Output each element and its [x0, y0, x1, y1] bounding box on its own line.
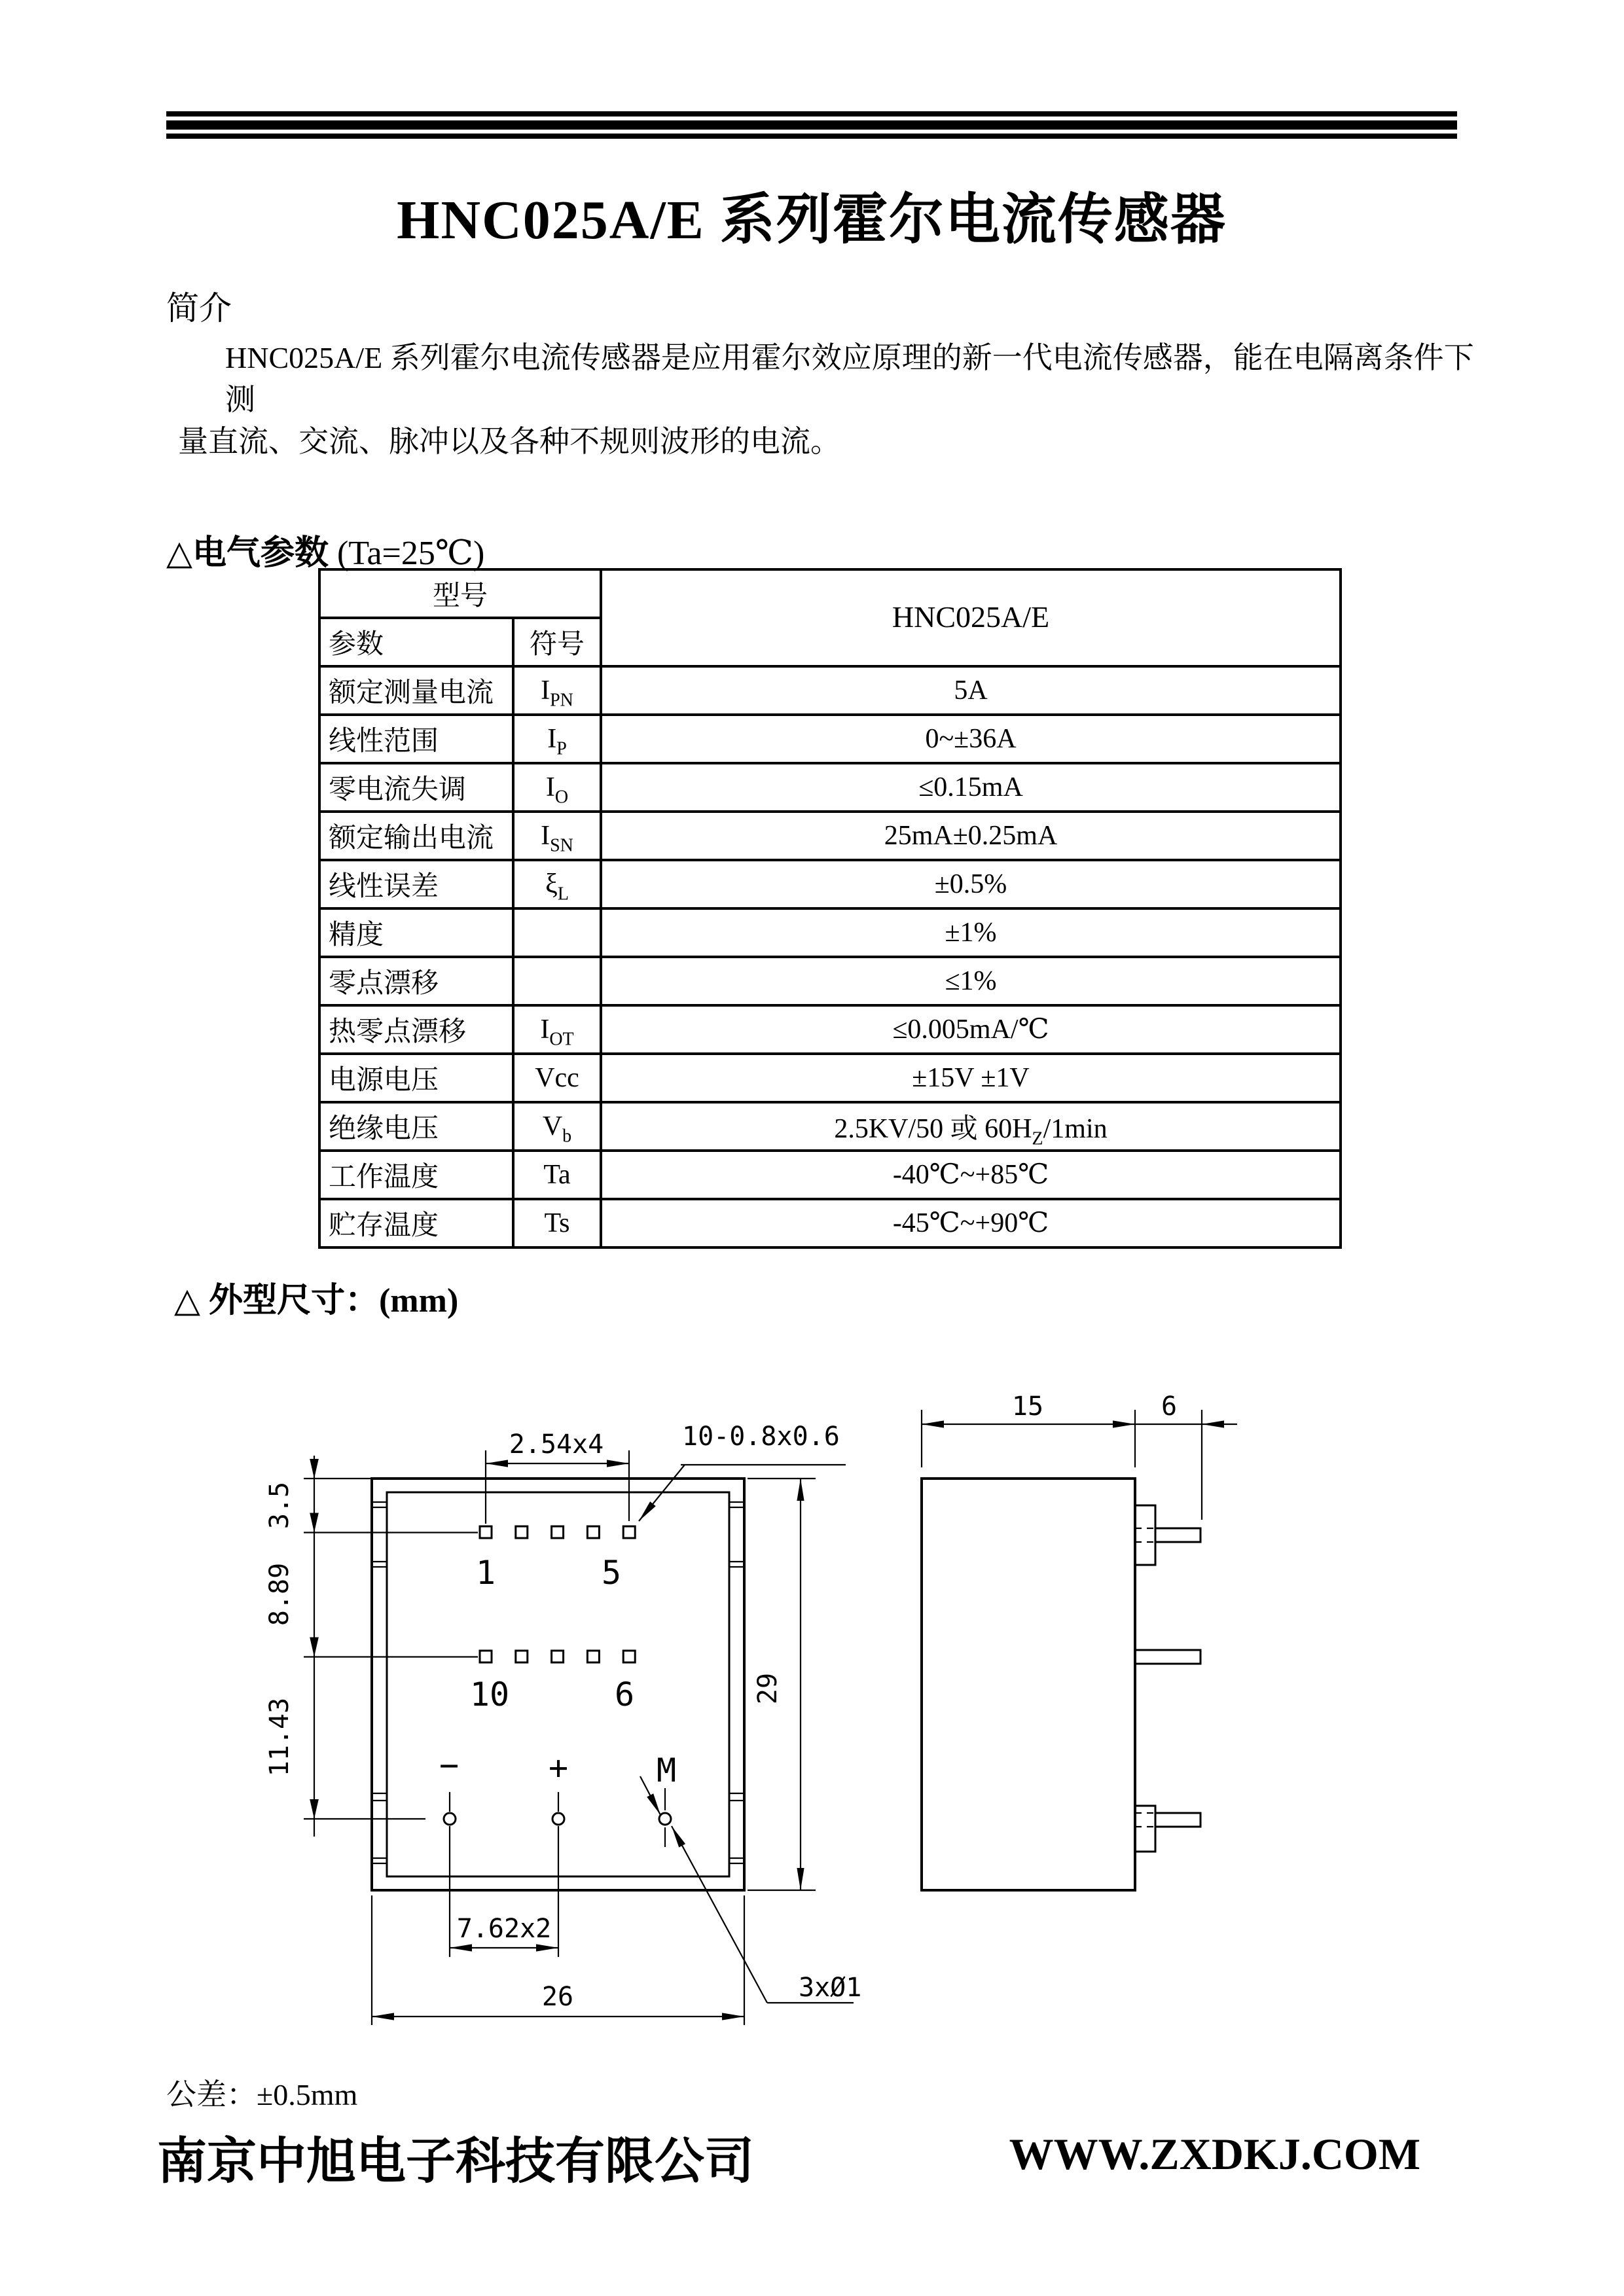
- param-value-cell: 0~±36A: [601, 715, 1341, 763]
- param-row: [319, 763, 1341, 812]
- param-value-cell: 25mA±0.25mA: [601, 812, 1341, 860]
- dim-pitch: 2.54x4: [509, 1429, 604, 1460]
- param-label-cell: 零电流失调: [319, 763, 513, 812]
- params-heading-text: △电气参数: [166, 534, 329, 572]
- dim-8_89: 8.89: [264, 1562, 295, 1626]
- param-label-cell: 热零点漂移: [319, 1005, 513, 1054]
- terminal-minus-label: −: [439, 1746, 460, 1784]
- param-row: [319, 1199, 1341, 1247]
- param-row: [319, 957, 1341, 1005]
- pin-label-5: 5: [601, 1554, 622, 1592]
- model-value: HNC025A/E: [601, 569, 1341, 666]
- param-value-cell: 5A: [601, 666, 1341, 715]
- param-value-cell: -45℃~+90℃: [601, 1199, 1341, 1247]
- intro-line-2: 量直流、交流、脉冲以及各种不规则波形的电流。: [178, 425, 840, 458]
- param-label-cell: 工作温度: [319, 1151, 513, 1199]
- dim-pitch2: 7.62x2: [456, 1914, 552, 1944]
- param-label-cell: 额定输出电流: [319, 812, 513, 860]
- param-symbol-cell: $I_{SN}$: [513, 812, 601, 860]
- dim-side-width: 15: [1011, 1391, 1044, 1422]
- param-label-cell: 绝缘电压: [319, 1102, 513, 1151]
- param-symbol-cell: $V_b$: [513, 1102, 601, 1151]
- front-dimensions: [264, 1422, 861, 2025]
- top-rule-1: [166, 111, 1457, 117]
- pin-label-1: 1: [475, 1554, 496, 1592]
- param-label-cell: 电源电压: [319, 1054, 513, 1102]
- corner-param-label: 参数: [319, 618, 513, 666]
- param-value-cell: 2.5KV/50 或 $60H_Z/1\min$: [601, 1102, 1341, 1151]
- param-label-cell: 线性误差: [319, 860, 513, 908]
- corner-model-label: 型号: [319, 569, 601, 618]
- params-table: [318, 568, 1342, 1249]
- dim-3_5: 3.5: [264, 1481, 295, 1530]
- param-row: [319, 666, 1341, 715]
- param-value-cell: ≤0.005mA/℃: [601, 1005, 1341, 1054]
- param-row: [319, 860, 1341, 908]
- dim-pin-cross-section: 10-0.8x0.6: [682, 1422, 840, 1452]
- pin-row-bottom: [480, 1651, 635, 1662]
- pin-row-top: [480, 1526, 635, 1538]
- params-table-body: [319, 569, 1341, 1247]
- param-symbol-cell: Vcc: [513, 1054, 601, 1102]
- param-value-cell: ≤0.15mA: [601, 763, 1341, 812]
- dim-holes: 3xØ1: [799, 1973, 862, 2003]
- dim-width: 26: [541, 1982, 574, 2012]
- top-rule-3: [166, 134, 1457, 139]
- param-symbol-cell: Ta: [513, 1151, 601, 1199]
- footer-company: 南京中旭电子科技有限公司: [157, 2135, 755, 2190]
- param-label-cell: 精度: [319, 908, 513, 957]
- param-symbol-cell: [513, 957, 601, 1005]
- side-view: [922, 1391, 1237, 1890]
- outline-drawing: [0, 1385, 1623, 2066]
- intro-paragraph: [178, 338, 1474, 463]
- dim-height: 29: [753, 1672, 783, 1705]
- dim-pin-length: 6: [1161, 1391, 1178, 1422]
- params-heading-condition: (Ta=25℃): [337, 534, 485, 572]
- param-label-cell: 线性范围: [319, 715, 513, 763]
- footer-website: WWW.ZXDKJ.COM: [1009, 2131, 1420, 2179]
- tolerance-note: 公差：±0.5mm: [166, 2079, 358, 2111]
- param-symbol-cell: $\xi_L$: [513, 860, 601, 908]
- param-symbol-cell: $I_P$: [513, 715, 601, 763]
- param-value-cell: ±1%: [601, 908, 1341, 957]
- terminal-holes: [444, 1813, 671, 1825]
- param-label-cell: 零点漂移: [319, 957, 513, 1005]
- param-label-cell: 贮存温度: [319, 1199, 513, 1247]
- param-row: [319, 1151, 1341, 1199]
- param-row: [319, 1005, 1341, 1054]
- param-row: [319, 908, 1341, 957]
- param-value-cell: ±15V ±1V: [601, 1054, 1341, 1102]
- dims-heading: △ 外型尺寸：(mm): [174, 1282, 459, 1319]
- param-value-cell: ±0.5%: [601, 860, 1341, 908]
- pin-label-10: 10: [469, 1676, 510, 1713]
- terminal-plus-label: +: [548, 1749, 569, 1787]
- corner-symbol-label: 符号: [513, 618, 601, 666]
- pin-label-6: 6: [614, 1676, 635, 1713]
- dim-11_43: 11.43: [264, 1697, 295, 1777]
- param-row: [319, 1054, 1341, 1102]
- param-symbol-cell: [513, 908, 601, 957]
- terminal-m-label: M: [656, 1751, 677, 1789]
- table-header-row-1: [319, 569, 1341, 618]
- param-row: [319, 715, 1341, 763]
- top-rule-2: [166, 120, 1457, 130]
- param-label-cell: 额定测量电流: [319, 666, 513, 715]
- param-symbol-cell: $I_{PN}$: [513, 666, 601, 715]
- intro-line-1: HNC025A/E 系列霍尔电流传感器是应用霍尔效应原理的新一代电流传感器，能在电隔离条件下测: [225, 342, 1474, 416]
- intro-heading: 简介: [166, 292, 232, 327]
- param-row: [319, 1102, 1341, 1151]
- param-value-cell: ≤1%: [601, 957, 1341, 1005]
- param-symbol-cell: Ts: [513, 1199, 601, 1247]
- param-symbol-cell: $I_{OT}$: [513, 1005, 601, 1054]
- param-row: [319, 812, 1341, 860]
- doc-title: HNC025A/E 系列霍尔电流传感器: [397, 191, 1227, 251]
- param-value-cell: -40℃~+85℃: [601, 1151, 1341, 1199]
- param-symbol-cell: $I_O$: [513, 763, 601, 812]
- params-heading: [166, 526, 484, 575]
